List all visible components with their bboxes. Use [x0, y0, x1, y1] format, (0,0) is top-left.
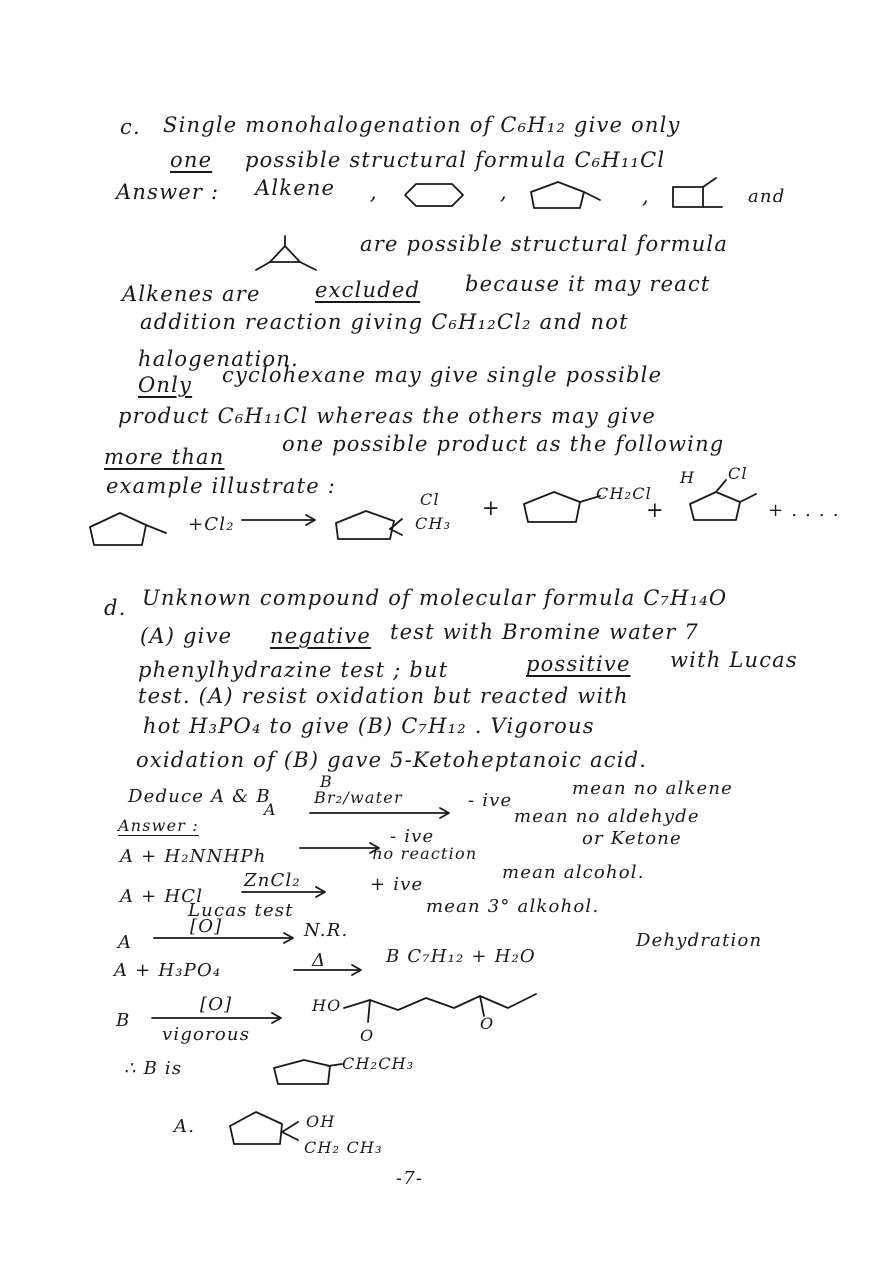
ethylcyclopentene-structure	[270, 1054, 350, 1089]
negative-word: negative	[270, 624, 371, 648]
part-c-one: one	[170, 148, 213, 172]
part-d-question-line6: oxidation of (B) gave 5-Ketoheptanoic acid.	[136, 748, 648, 772]
negative-result-1: - ive	[468, 790, 513, 811]
or-ketone-note: or Ketone	[582, 828, 682, 849]
ch3-label: CH₃	[415, 514, 452, 533]
oxidant-label-1: [O]	[190, 916, 223, 937]
plus-sign: +	[482, 496, 501, 520]
no-reaction-note: no reaction	[372, 844, 478, 863]
alkenes-line-b: because it may react	[465, 272, 711, 296]
chloro-methylcyclopentane-product	[332, 505, 412, 550]
alkene-word: Alkene	[255, 176, 336, 200]
therefore-b-is: ∴ B is	[124, 1058, 183, 1079]
negative-result-2: - ive	[390, 826, 435, 847]
part-d-label: d.	[104, 596, 127, 620]
zncl2-label: ZnCl₂	[244, 870, 301, 891]
vigorous-label: vigorous	[162, 1024, 251, 1045]
and-word: and	[748, 186, 786, 207]
methylcyclopentane-structure	[528, 178, 608, 214]
part-d-question-line3b: with Lucas	[670, 648, 798, 672]
only-line: cyclohexane may give single possible	[222, 363, 663, 387]
methylcyclobutane-structure	[670, 182, 730, 212]
br2-water-label: Br₂/water	[314, 788, 403, 807]
plus-cl2: +Cl₂	[188, 514, 235, 535]
a-label: A.	[174, 1116, 196, 1137]
alkenes-line-a: Alkenes are	[122, 282, 261, 306]
part-c-answer-label: Answer :	[116, 180, 220, 204]
ethylcyclopentanol-structure	[226, 1106, 306, 1151]
br2-arrow	[308, 805, 458, 825]
dehydration-arrow	[292, 962, 372, 982]
b-ethyl-group: CH₂CH₃	[342, 1054, 415, 1073]
dehydration-note: Dehydration	[636, 930, 763, 951]
no-alkene-note: mean no alkene	[572, 778, 734, 799]
part-c-question-line1: Single monohalogenation of C₆H₁₂ give only	[163, 113, 681, 137]
positive-result: + ive	[370, 874, 424, 895]
heat-symbol: Δ	[312, 950, 327, 971]
br2-over-b: B	[320, 772, 333, 791]
a-ethyl-group: CH₂ CH₃	[304, 1138, 383, 1157]
b-product: B C₇H₁₂ + H₂O	[386, 946, 536, 967]
cl-label: Cl	[420, 490, 440, 509]
trimethylcyclopropane-structure	[250, 234, 325, 274]
oh-label: OH	[306, 1112, 336, 1131]
part-d-question-line2a: (A) give	[140, 624, 233, 648]
no-aldehyde-note: mean no aldehyde	[514, 806, 700, 827]
mean-alcohol-note: mean alcohol.	[502, 862, 645, 883]
ch2cl-label: CH₂Cl	[596, 484, 652, 503]
more-than-line: one possible product as the following	[282, 432, 725, 456]
part-d-question-line2b: test with Bromine water 7	[390, 620, 699, 644]
part-d-question-line1: Unknown compound of molecular formula C₇H₁₄O	[142, 586, 728, 610]
deduce-sub-a: A	[264, 800, 277, 819]
halogenation-line: halogenation.	[138, 347, 299, 371]
chloro-methylcyclopentane-isomer	[684, 480, 774, 525]
cyclohexane-structure	[400, 180, 470, 210]
possible-structures-line: are possible structural formula	[360, 232, 729, 256]
part-c-label: c.	[120, 115, 141, 139]
comma: ,	[500, 180, 508, 204]
example-line: example illustrate :	[106, 474, 337, 498]
a-plus-hcl: A + HCl	[120, 886, 204, 907]
page-number: -7-	[396, 1168, 424, 1189]
carbonyl-o-2: O	[480, 1014, 495, 1033]
plus-sign: +	[646, 498, 665, 522]
tail-dots: + . . . .	[768, 500, 840, 521]
methylcyclopentane-reactant	[86, 505, 176, 550]
comma: ,	[370, 180, 378, 204]
b-label: B	[116, 1010, 131, 1031]
addition-line: addition reaction giving C₆H₁₂Cl₂ and not	[140, 310, 629, 334]
mean-tertiary-alcohol-note: mean 3° alkohol.	[426, 896, 600, 917]
excluded-word: excluded	[315, 278, 421, 302]
part-d-question-line4: test. (A) resist oxidation but reacted with	[138, 684, 629, 708]
deduce-line: Deduce A & B	[128, 786, 271, 807]
a-oxidation-a: A	[118, 932, 133, 953]
carbonyl-o-1: O	[360, 1026, 375, 1045]
part-d-answer-label: Answer :	[118, 816, 199, 835]
oxidant-label-2: [O]	[200, 994, 233, 1015]
possitive-word: possitive	[526, 652, 631, 676]
part-c-question-line2: possible structural formula C₆H₁₁Cl	[245, 148, 666, 172]
comma: ,	[642, 184, 650, 208]
a-plus-h3po4: A + H₃PO₄	[114, 960, 222, 981]
reaction-arrow	[240, 508, 320, 528]
only-word: Only	[138, 373, 193, 397]
oxidation-arrow	[152, 930, 302, 950]
lucas-test-label: Lucas test	[188, 900, 294, 921]
ho-label: HO	[312, 996, 342, 1015]
part-d-question-line5: hot H₃PO₄ to give (B) C₇H₁₂ . Vigorous	[143, 714, 595, 738]
h-label: H	[680, 468, 696, 487]
part-d-question-line3a: phenylhydrazine test ; but	[138, 658, 449, 682]
more-than: more than	[104, 445, 225, 469]
a-plus-phenylhydrazine: A + H₂NNHPh	[120, 846, 267, 867]
no-reaction-short: N.R.	[304, 920, 349, 941]
cl-label-2: Cl	[728, 464, 748, 483]
product-line: product C₆H₁₁Cl whereas the others may give	[118, 404, 657, 428]
